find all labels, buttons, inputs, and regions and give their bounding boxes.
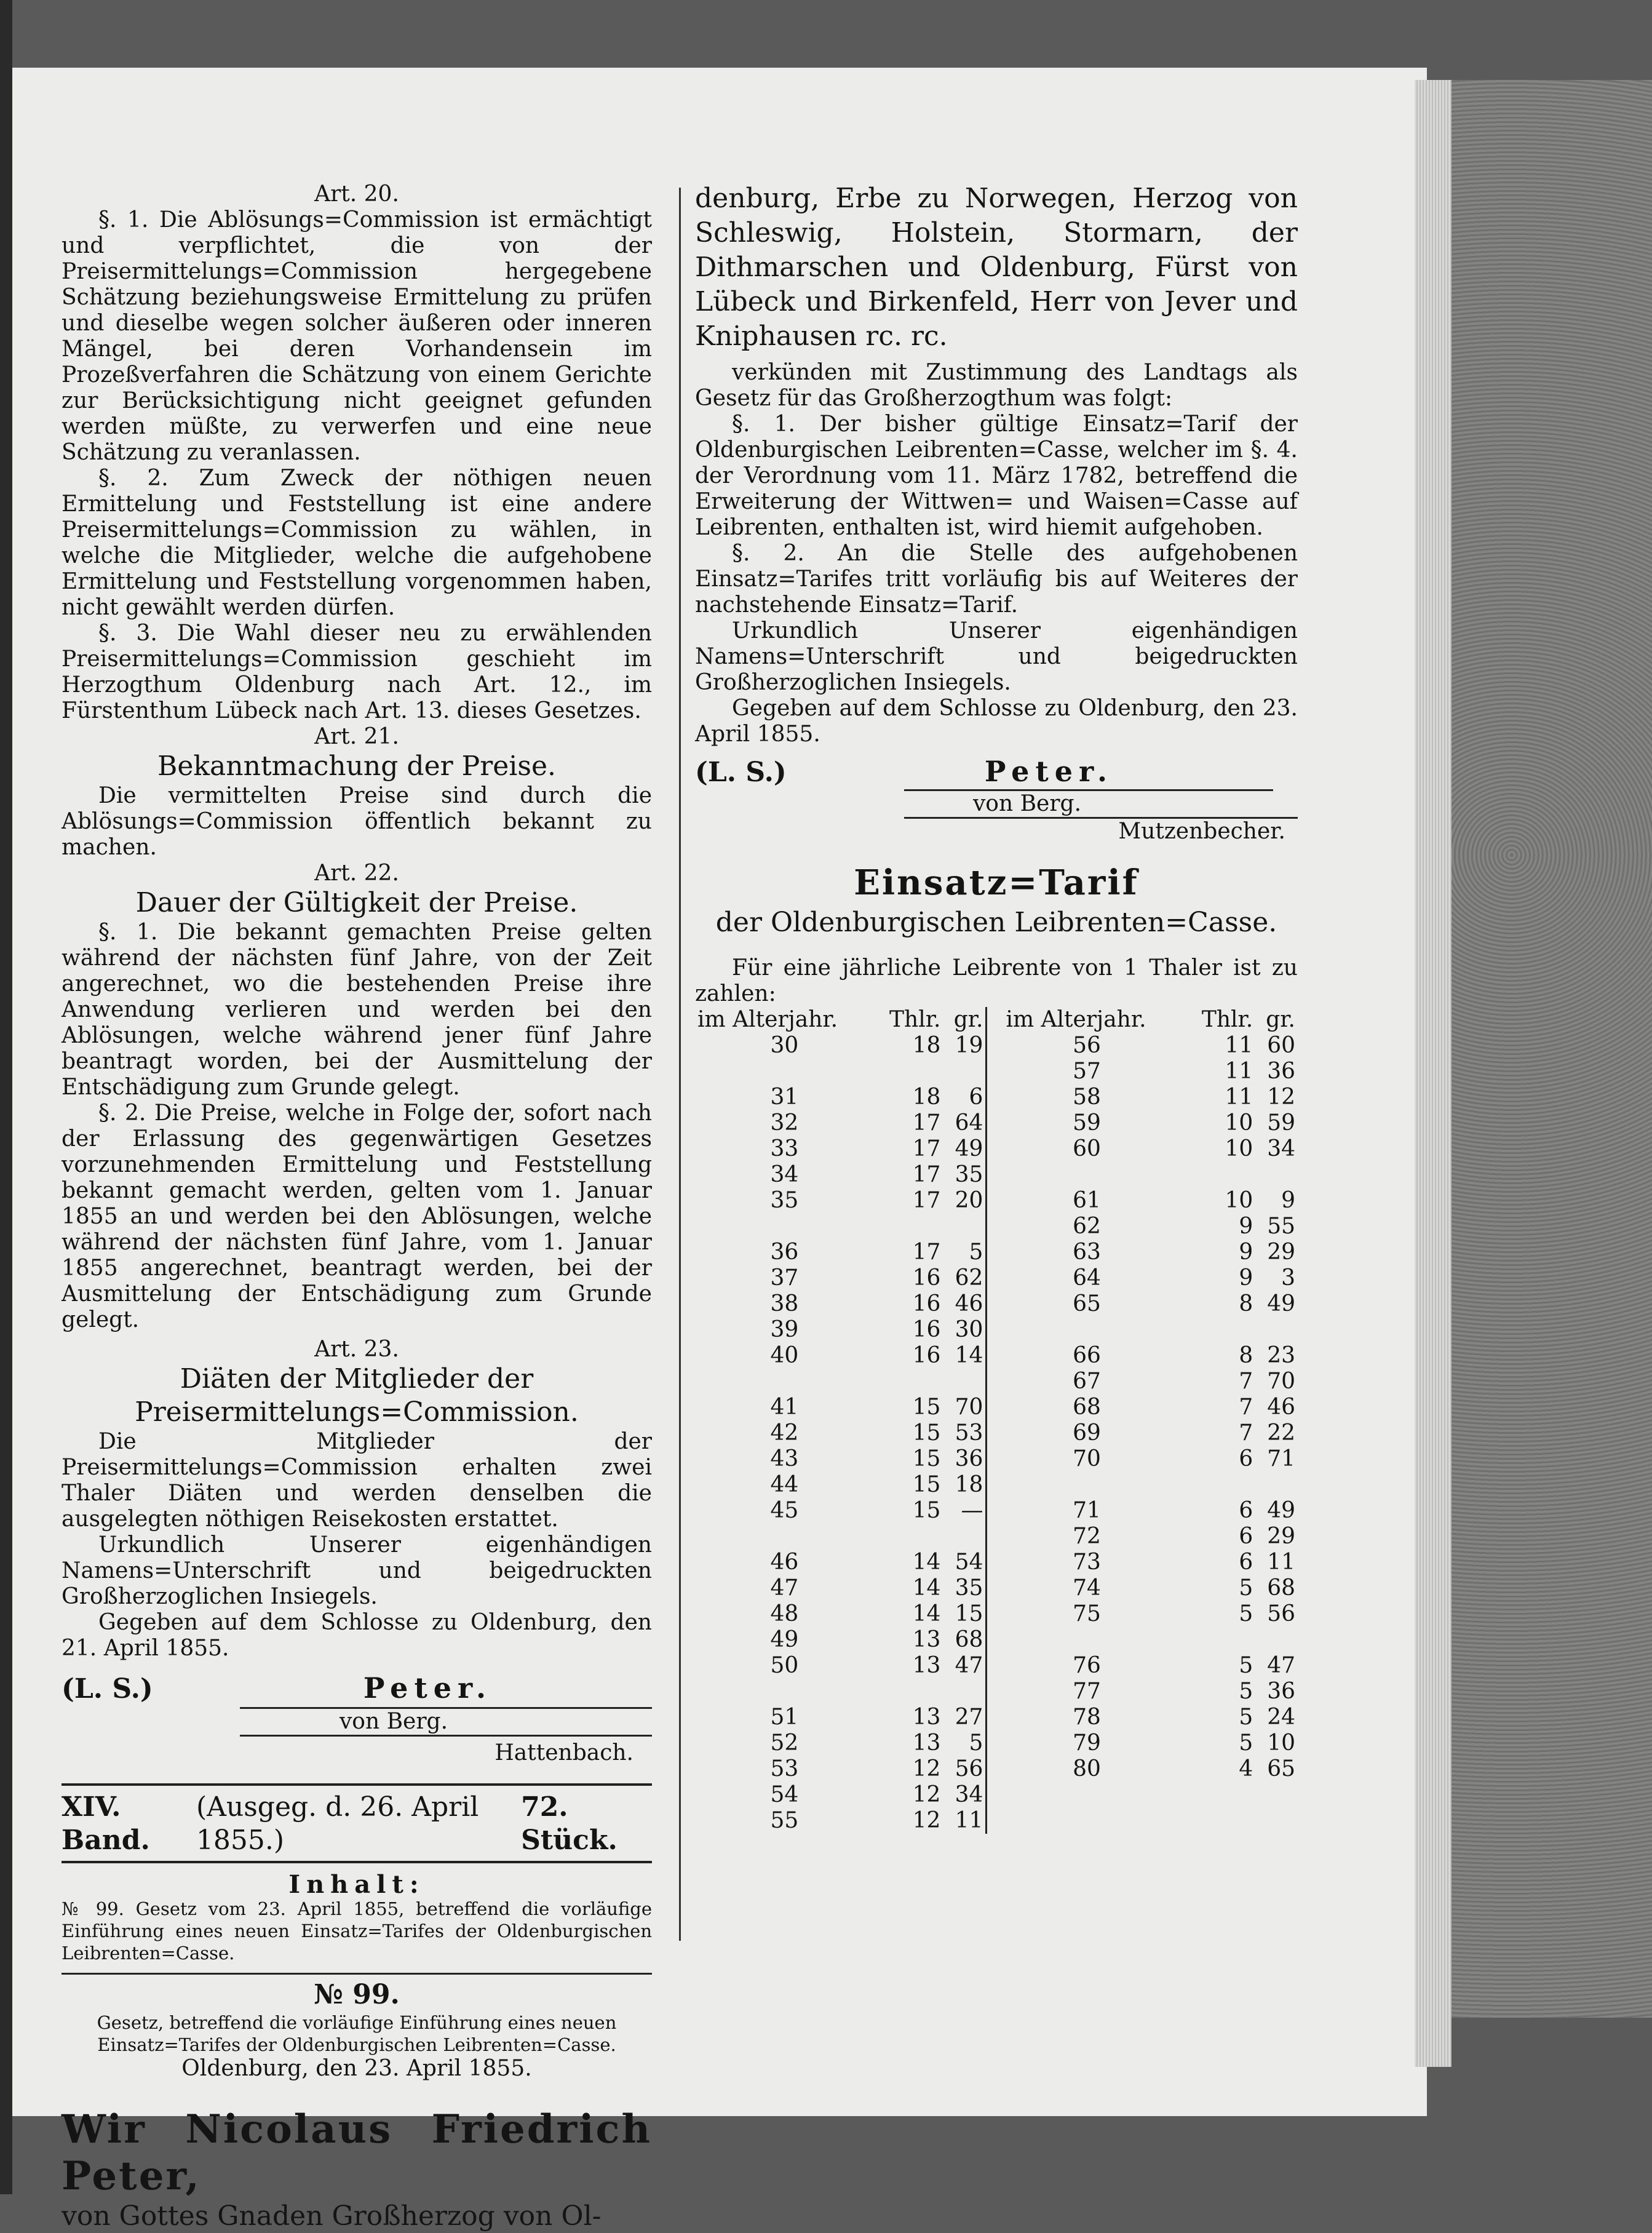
table-row <box>695 1395 1298 1420</box>
groschen-cell: 71 <box>1267 1446 1295 1471</box>
issue-date: (Ausgeg. d. 26. April 1855.) <box>196 1791 479 1856</box>
thaler-cell: 16 <box>912 1291 941 1316</box>
thaler-cell: 17 <box>912 1136 941 1161</box>
groschen-cell: 59 <box>1267 1110 1295 1136</box>
inhalt-rule <box>62 1973 652 1975</box>
tarif-intro: Für eine jährliche Leibrente von 1 Thaler ist zu zahlen: <box>695 955 1298 1006</box>
thaler-cell: 4 <box>1239 1756 1253 1781</box>
thaler-cell <box>1186 1472 1256 1498</box>
age-cell: 72 <box>1073 1524 1101 1549</box>
groschen-cell: 49 <box>1267 1498 1295 1523</box>
age-cell: 63 <box>1073 1240 1101 1265</box>
thaler-cell: 5 <box>1239 1601 1253 1626</box>
age-cell: 65 <box>1073 1291 1101 1316</box>
age-cell <box>695 1059 874 1085</box>
art22-title: Dauer der Gültigkeit der Preise. <box>135 887 578 918</box>
thaler-cell: 14 <box>912 1575 941 1601</box>
groschen-cell: 36 <box>943 1446 987 1472</box>
verkuenden: verkünden mit Zustimmung des Landtags als Gesetz für das Großherzogthum was folgt: <box>695 360 1298 411</box>
header-gr: gr. <box>1266 1007 1295 1032</box>
thaler-cell: 13 <box>912 1653 941 1678</box>
groschen-cell: 19 <box>943 1033 987 1059</box>
groschen-cell: 34 <box>943 1782 987 1808</box>
age-cell: 53 <box>770 1756 799 1781</box>
age-cell: 31 <box>770 1085 799 1110</box>
groschen-cell: 56 <box>1267 1601 1295 1626</box>
stueck-label: 72. Stück. <box>521 1791 618 1856</box>
groschen-cell: 56 <box>943 1756 987 1782</box>
age-cell <box>987 1782 1186 1808</box>
table-row <box>695 1808 1298 1834</box>
thaler-cell: 8 <box>1239 1343 1253 1368</box>
age-cell: 71 <box>1073 1498 1101 1523</box>
age-cell <box>695 1214 874 1240</box>
groschen-cell: 47 <box>943 1653 987 1679</box>
groschen-cell: 35 <box>943 1162 987 1188</box>
right-column <box>695 181 1298 1834</box>
signature-row-right <box>695 756 1298 789</box>
tarif-title: Einsatz=Tarif <box>854 862 1139 903</box>
band-label: XIV. Band. <box>62 1791 150 1856</box>
thaler-cell: 14 <box>912 1601 941 1626</box>
groschen-cell: 3 <box>1281 1265 1295 1291</box>
groschen-cell: 65 <box>1267 1756 1295 1781</box>
table-row <box>695 1110 1298 1136</box>
thaler-cell: 5 <box>1239 1705 1253 1730</box>
thaler-cell: 5 <box>1239 1679 1253 1704</box>
groschen-cell <box>943 1214 987 1240</box>
age-cell: 33 <box>770 1136 799 1161</box>
table-row <box>695 1498 1298 1524</box>
age-cell: 36 <box>770 1240 799 1265</box>
signature-mutzenbecher: Mutzenbecher. <box>1118 819 1285 844</box>
thaler-cell <box>1186 1782 1256 1808</box>
groschen-cell: 18 <box>943 1472 987 1498</box>
issue-header <box>62 1791 652 1857</box>
table-row <box>695 1291 1298 1317</box>
thaler-cell: 7 <box>1239 1369 1253 1394</box>
groschen-cell: 5 <box>943 1730 987 1756</box>
age-cell: 69 <box>1073 1420 1101 1446</box>
age-cell: 73 <box>1073 1550 1101 1575</box>
table-row <box>695 1627 1298 1653</box>
thaler-cell: 17 <box>912 1162 941 1187</box>
age-cell: 52 <box>770 1730 799 1756</box>
groschen-cell: 53 <box>943 1420 987 1446</box>
table-row <box>695 1420 1298 1446</box>
groschen-cell: 64 <box>943 1110 987 1136</box>
signature-rule <box>240 1735 652 1737</box>
age-cell: 51 <box>770 1705 799 1730</box>
book-cover <box>1451 80 1652 2018</box>
von-gottes-line: von Gottes Gnaden Großherzog von Ol- <box>62 2200 602 2232</box>
groschen-cell: 24 <box>1267 1705 1295 1730</box>
age-cell: 46 <box>770 1550 799 1575</box>
band-rule <box>62 1783 652 1786</box>
age-cell: 66 <box>1073 1343 1101 1368</box>
groschen-cell: 70 <box>1267 1369 1295 1394</box>
thaler-cell: 13 <box>912 1730 941 1756</box>
groschen-cell <box>943 1679 987 1705</box>
groschen-cell: 10 <box>1267 1730 1295 1756</box>
groschen-cell: 70 <box>943 1395 987 1420</box>
art22-heading: Art. 22. <box>314 861 399 886</box>
thaler-cell: 15 <box>912 1498 941 1523</box>
signature-row-left <box>62 1673 652 1706</box>
inhalt-text: Gesetz vom 23. April 1855, betreffend die vorläufige Einführung eines neuen Einsatz=Tarifes der Oldenburgischen Leibrenten=Casse. <box>62 1898 653 1964</box>
groschen-cell: 68 <box>943 1627 987 1653</box>
table-row <box>695 1756 1298 1782</box>
inhalt-number: № 99. <box>62 1898 124 1919</box>
groschen-cell: 54 <box>943 1550 987 1575</box>
table-row <box>695 1317 1298 1343</box>
thaler-cell: 5 <box>1239 1653 1253 1678</box>
table-row <box>695 1188 1298 1214</box>
right-par1: §. 1. Der bisher gültige Einsatz=Tarif der Oldenburgischen Leibrenten=Casse, welcher im §. 4. der Verordnung vom 11. März 1782, betreffend die Erweiterung der Wittwen= und Waisen=Casse auf Leibrenten, enthalten ist, wird hiemit aufgehoben. <box>695 412 1298 540</box>
tarif-subtitle: der Oldenburgischen Leibrenten=Casse. <box>715 907 1277 938</box>
art23-par: Die Mitglieder der Preisermittelungs=Commission erhalten zwei Thaler Diäten und werden denselben die ausgelegten nöthigen Reisekosten erstattet. <box>62 1429 652 1532</box>
law-date: Oldenburg, den 23. April 1855. <box>181 2056 532 2081</box>
thaler-cell: 16 <box>912 1317 941 1342</box>
thaler-cell: 10 <box>1225 1110 1253 1136</box>
thaler-cell: 12 <box>912 1782 941 1807</box>
thaler-cell: 9 <box>1239 1265 1253 1291</box>
groschen-cell: 60 <box>1267 1033 1295 1058</box>
thaler-cell: 12 <box>912 1808 941 1833</box>
inhalt-entry <box>62 1898 652 1964</box>
table-row <box>695 1162 1298 1188</box>
age-cell: 77 <box>1073 1679 1101 1704</box>
law-title: Gesetz, betreffend die vorläufige Einführung eines neuen Einsatz=Tarifes der Oldenburgischen Leibrenten=Casse. <box>97 2012 617 2055</box>
thaler-cell: 16 <box>912 1265 941 1291</box>
thaler-cell: 9 <box>1239 1214 1253 1239</box>
table-row <box>695 1653 1298 1679</box>
signature-peter-right: Peter. <box>984 755 1113 788</box>
age-cell: 76 <box>1073 1653 1101 1678</box>
thaler-cell <box>1186 1162 1256 1188</box>
groschen-cell: 46 <box>943 1291 987 1317</box>
art20-par2: §. 2. Zum Zweck der nöthigen neuen Ermittelung und Feststellung ist eine andere Preisermittelungs=Commission zu wählen, in welche die Mitglieder, welche die aufgehobene Ermittelung und Feststellung vorgenommen haben, nicht gewählt werden dürfen. <box>62 466 652 620</box>
age-cell: 70 <box>1073 1446 1101 1471</box>
thaler-cell: 18 <box>912 1085 941 1110</box>
thaler-cell: 5 <box>1239 1575 1253 1601</box>
age-cell <box>987 1472 1186 1498</box>
groschen-cell: 46 <box>1267 1395 1295 1420</box>
header-thlr: Thlr. <box>1201 1007 1253 1032</box>
age-cell <box>987 1317 1186 1343</box>
table-row <box>695 1472 1298 1498</box>
table-row <box>695 1214 1298 1240</box>
age-cell: 30 <box>770 1033 799 1058</box>
groschen-cell <box>943 1059 987 1085</box>
age-cell <box>695 1524 874 1550</box>
age-cell: 78 <box>1073 1705 1101 1730</box>
age-cell: 41 <box>770 1395 799 1420</box>
wir-line: Wir Nicolaus Friedrich Peter, <box>62 2106 652 2199</box>
age-cell: 38 <box>770 1291 799 1316</box>
age-cell: 34 <box>770 1162 799 1187</box>
header-thlr: Thlr. <box>889 1007 941 1032</box>
art21-title: Bekanntmachung der Preise. <box>157 750 556 782</box>
thaler-cell: 14 <box>912 1550 941 1575</box>
table-row <box>695 1705 1298 1730</box>
age-cell: 50 <box>770 1653 799 1678</box>
table-row <box>695 1033 1298 1059</box>
art20-par1: §. 1. Die Ablösungs=Commission ist ermächtigt und verpflichtet, die von der Preisermittelungs=Commission hergegebene Schätzung beziehungsweise Ermittelung zu prüfen und dieselbe wegen solcher äußeren oder inneren Mängel, bei deren Vorhandensein im Prozeßverfahren die Schätzung von einem Gerichte zur Berücksichtigung nicht geeignet gefunden werden müßte, zu verwerfen und eine neue Schätzung zu veranlassen. <box>62 207 652 465</box>
age-cell <box>695 1679 874 1705</box>
groschen-cell: 34 <box>1267 1136 1295 1161</box>
header-age: im Alterjahr. <box>1006 1007 1146 1032</box>
age-cell <box>987 1627 1186 1653</box>
groschen-cell: 29 <box>1267 1524 1295 1549</box>
urkundlich-left: Urkundlich Unserer eigenhändigen Namens=Unterschrift und beigedruckten Großherzoglichen Insiegels. <box>62 1532 652 1609</box>
thaler-cell: 6 <box>1239 1446 1253 1471</box>
groschen-cell: 36 <box>1267 1059 1295 1084</box>
age-cell: 43 <box>770 1446 799 1471</box>
thaler-cell <box>874 1059 943 1085</box>
age-cell: 47 <box>770 1575 799 1601</box>
thaler-cell: 17 <box>912 1110 941 1136</box>
table-row <box>695 1136 1298 1162</box>
age-cell: 58 <box>1073 1085 1101 1110</box>
age-cell: 74 <box>1073 1575 1101 1601</box>
age-cell: 32 <box>770 1110 799 1136</box>
thaler-cell: 10 <box>1225 1136 1253 1161</box>
signature-hattenbach: Hattenbach. <box>494 1740 633 1765</box>
thaler-cell: 12 <box>912 1756 941 1781</box>
art20-heading: Art. 20. <box>314 181 399 207</box>
thaler-cell: 11 <box>1225 1033 1253 1058</box>
thaler-cell: 15 <box>912 1472 941 1497</box>
age-cell: 54 <box>770 1782 799 1807</box>
groschen-cell: 6 <box>943 1085 987 1110</box>
thaler-cell: 6 <box>1239 1524 1253 1549</box>
groschen-cell: 30 <box>943 1317 987 1343</box>
gegeben-right: Gegeben auf dem Schlosse zu Oldenburg, den 23. April 1855. <box>695 696 1298 747</box>
groschen-cell: 15 <box>943 1601 987 1627</box>
age-cell: 59 <box>1073 1110 1101 1136</box>
left-column <box>62 181 652 2233</box>
groschen-cell: 14 <box>943 1343 987 1369</box>
thaler-cell: 15 <box>912 1446 941 1471</box>
thaler-cell <box>1186 1808 1256 1834</box>
table-row <box>695 1369 1298 1395</box>
thaler-cell: 13 <box>912 1627 941 1652</box>
seal-mark-left: (L. S.) <box>62 1673 153 1705</box>
age-cell: 64 <box>1073 1265 1101 1291</box>
age-cell: 79 <box>1073 1730 1101 1756</box>
seal-mark-right: (L. S.) <box>695 757 787 788</box>
tarif-header-row <box>695 1007 1298 1033</box>
groschen-cell: 68 <box>1267 1575 1295 1601</box>
thaler-cell: 15 <box>912 1395 941 1420</box>
art23-title: Diäten der Mitglieder der Preisermittelungs=Commission. <box>135 1363 579 1428</box>
age-cell: 61 <box>1073 1188 1101 1213</box>
age-cell <box>987 1808 1186 1834</box>
thaler-cell: 9 <box>1239 1240 1253 1265</box>
age-cell: 62 <box>1073 1214 1101 1239</box>
age-cell: 40 <box>770 1343 799 1368</box>
thaler-cell <box>874 1524 943 1550</box>
signature-vonberg-left: von Berg. <box>339 1709 448 1734</box>
thaler-cell: 16 <box>912 1343 941 1368</box>
groschen-cell: 11 <box>1267 1550 1295 1575</box>
header-age: im Alterjahr. <box>697 1007 838 1032</box>
right-par2: §. 2. An die Stelle des aufgehobenen Einsatz=Tarifes tritt vorläufig bis auf Weiteres der nachstehende Einsatz=Tarif. <box>695 541 1298 618</box>
age-cell <box>987 1162 1186 1188</box>
inhalt-heading: Inhalt: <box>288 1870 425 1899</box>
table-row <box>695 1059 1298 1085</box>
tarif-table <box>695 1007 1298 1834</box>
groschen-cell: 62 <box>943 1265 987 1291</box>
groschen-cell: 12 <box>1267 1085 1295 1110</box>
titles-continued: denburg, Erbe zu Norwegen, Herzog von Schleswig, Holstein, Stormarn, der Dithmarschen und Oldenburg, Fürst von Lübeck und Birkenfeld, Herr von Jever und Kniphausen rc. rc. <box>695 183 1298 352</box>
groschen-cell: 27 <box>943 1705 987 1730</box>
thaler-cell <box>1186 1627 1256 1653</box>
thaler-cell <box>874 1214 943 1240</box>
groschen-cell: 29 <box>1267 1240 1295 1265</box>
groschen-cell <box>943 1524 987 1550</box>
thaler-cell: 17 <box>912 1240 941 1265</box>
age-cell: 68 <box>1073 1395 1101 1420</box>
groschen-cell: 9 <box>1281 1188 1295 1213</box>
age-cell: 39 <box>770 1317 799 1342</box>
age-cell: 48 <box>770 1601 799 1626</box>
table-row <box>695 1446 1298 1472</box>
age-cell: 44 <box>770 1472 799 1497</box>
groschen-cell <box>1255 1472 1298 1498</box>
table-row <box>695 1679 1298 1705</box>
thaler-cell: 17 <box>912 1188 941 1213</box>
thaler-cell: 10 <box>1225 1188 1253 1213</box>
thaler-cell <box>1186 1317 1256 1343</box>
age-cell <box>695 1369 874 1395</box>
groschen-cell <box>1255 1782 1298 1808</box>
age-cell: 35 <box>770 1188 799 1213</box>
thaler-cell: 7 <box>1239 1395 1253 1420</box>
table-row <box>695 1524 1298 1550</box>
law-number: № 99. <box>314 1979 400 2010</box>
groschen-cell: 22 <box>1267 1420 1295 1446</box>
groschen-cell: 35 <box>943 1575 987 1601</box>
groschen-cell: 11 <box>943 1808 987 1834</box>
binding-edge <box>0 0 12 2194</box>
column-divider <box>679 188 681 1941</box>
age-cell: 60 <box>1073 1136 1101 1161</box>
groschen-cell: — <box>943 1498 987 1524</box>
age-cell: 75 <box>1073 1601 1101 1626</box>
signature-peter-left: Peter. <box>363 1671 492 1705</box>
table-row <box>695 1265 1298 1291</box>
age-cell: 67 <box>1073 1369 1101 1394</box>
thaler-cell: 6 <box>1239 1498 1253 1523</box>
thaler-cell: 5 <box>1239 1730 1253 1756</box>
age-cell: 37 <box>770 1265 799 1291</box>
thaler-cell: 6 <box>1239 1550 1253 1575</box>
groschen-cell: 20 <box>943 1188 987 1214</box>
groschen-cell <box>943 1369 987 1395</box>
age-cell: 80 <box>1073 1756 1101 1781</box>
table-row <box>695 1085 1298 1110</box>
age-cell: 56 <box>1073 1033 1101 1058</box>
groschen-cell: 5 <box>943 1240 987 1265</box>
gegeben-left: Gegeben auf dem Schlosse zu Oldenburg, den 21. April 1855. <box>62 1610 652 1661</box>
table-row <box>695 1240 1298 1265</box>
art21-par: Die vermittelten Preise sind durch die Ablösungs=Commission öffentlich bekannt zu machen. <box>62 783 652 860</box>
art21-heading: Art. 21. <box>314 724 399 749</box>
age-cell: 45 <box>770 1498 799 1523</box>
groschen-cell: 36 <box>1267 1679 1295 1704</box>
table-row <box>695 1550 1298 1575</box>
page-edges <box>1415 80 1451 2067</box>
age-cell: 49 <box>770 1627 799 1652</box>
art20-par3: §. 3. Die Wahl dieser neu zu erwählenden Preisermittelungs=Commission geschieht im Herzogthum Oldenburg nach Art. 12., im Fürstenthum Lübeck nach Art. 13. dieses Gesetzes. <box>62 621 652 723</box>
thaler-cell: 8 <box>1239 1291 1253 1316</box>
age-cell: 57 <box>1073 1059 1101 1084</box>
urkundlich-right: Urkundlich Unserer eigenhändigen Namens=Unterschrift und beigedruckten Großherzoglichen Insiegels. <box>695 618 1298 695</box>
thaler-cell: 13 <box>912 1705 941 1730</box>
groschen-cell <box>1255 1317 1298 1343</box>
art22-par1: §. 1. Die bekannt gemachten Preise gelten während der nächsten fünf Jahre, von der Zeit angerechnet, wo die bestehenden Preise ihre Anwendung verlieren und werden bei den Ablösungen, welche während jener fünf Jahre beantragt worden, bei der Ausmittelung der Entschädigung zum Grunde gelegt. <box>62 920 652 1100</box>
table-row <box>695 1343 1298 1369</box>
groschen-cell: 23 <box>1267 1343 1295 1368</box>
age-cell: 55 <box>770 1808 799 1833</box>
band-rule <box>62 1861 652 1863</box>
groschen-cell <box>1255 1808 1298 1834</box>
thaler-cell <box>874 1679 943 1705</box>
table-row <box>695 1601 1298 1627</box>
groschen-cell: 49 <box>1267 1291 1295 1316</box>
groschen-cell <box>1255 1627 1298 1653</box>
thaler-cell: 15 <box>912 1420 941 1446</box>
age-cell: 42 <box>770 1420 799 1446</box>
table-row <box>695 1730 1298 1756</box>
groschen-cell <box>1255 1162 1298 1188</box>
groschen-cell: 55 <box>1267 1214 1295 1239</box>
table-row <box>695 1575 1298 1601</box>
groschen-cell: 47 <box>1267 1653 1295 1678</box>
table-row <box>695 1782 1298 1808</box>
thaler-cell <box>874 1369 943 1395</box>
art22-par2: §. 2. Die Preise, welche in Folge der, sofort nach der Erlassung des gegenwärtigen Gesetzes vorzunehmenden Ermittelung und Feststellung bekannt gemacht werden, gelten vom 1. Januar 1855 an und werden bei den Ablösungen, welche während der nächsten fünf Jahre, vom 1. Januar 1855 angerechnet, beantragt werden, bei der Ausmittelung der Entschädigung zum Grunde gelegt. <box>62 1101 652 1332</box>
thaler-cell: 18 <box>912 1033 941 1058</box>
signature-vonberg-right: von Berg. <box>972 791 1082 816</box>
art23-heading: Art. 23. <box>314 1337 399 1362</box>
header-gr: gr. <box>943 1007 987 1033</box>
groschen-cell: 49 <box>943 1136 987 1162</box>
thaler-cell: 11 <box>1225 1085 1253 1110</box>
thaler-cell: 7 <box>1239 1420 1253 1446</box>
thaler-cell: 11 <box>1225 1059 1253 1084</box>
